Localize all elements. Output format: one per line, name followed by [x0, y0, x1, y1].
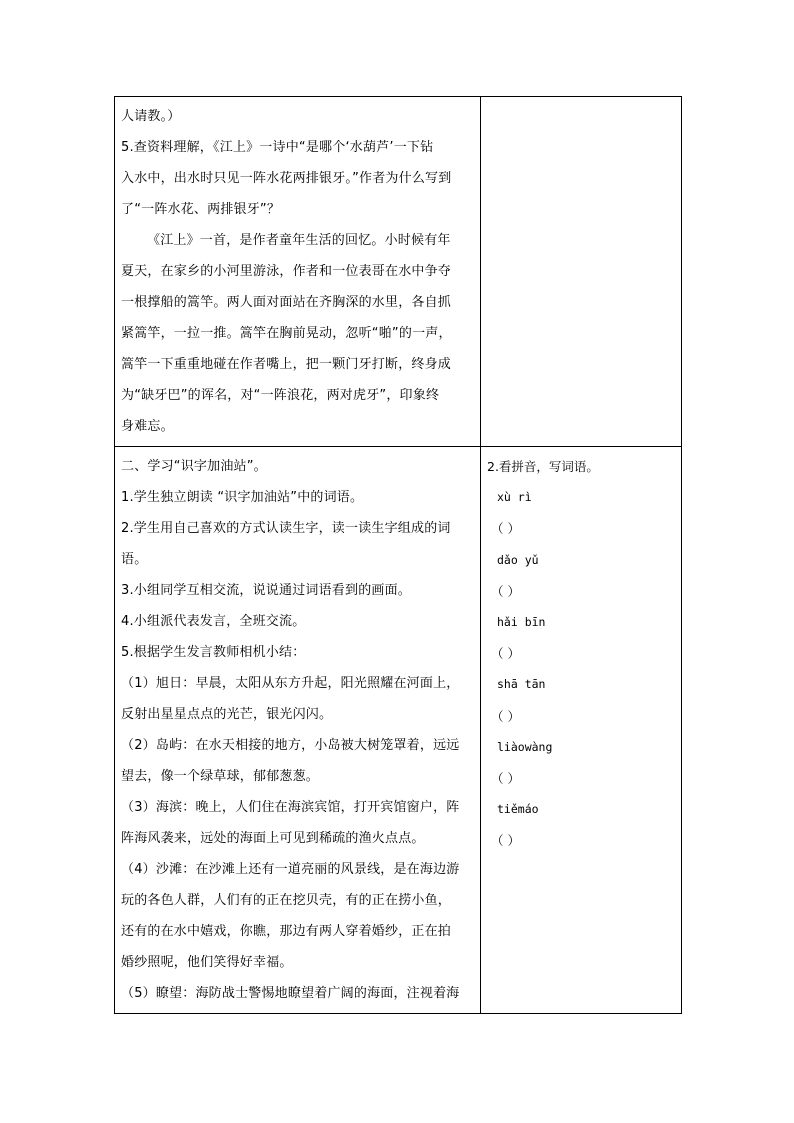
pinyin-label: dǎo yǔ: [497, 552, 539, 567]
text-line: 了“一阵水花、两排银牙”？: [121, 202, 281, 217]
teaching-process-cell: [115, 447, 481, 1014]
answer-blank[interactable]: （ ）: [491, 521, 520, 537]
text-line: 3.小组同学互相交流，说说通过词语看到的画面。: [121, 583, 412, 598]
table-row: [115, 97, 682, 447]
text-line: 反射出星星点点的光芒，银光闪闪。: [121, 707, 333, 722]
table-row: [115, 447, 682, 1014]
text-line: （1）旭日：早晨，太阳从东方升起，阳光照耀在河面上，: [121, 676, 460, 691]
answer-blank[interactable]: （ ）: [491, 708, 520, 724]
text-line: 还有的在水中嬉戏，你瞧，那边有两人穿着婚纱，正在拍: [121, 924, 452, 939]
paragraph-line: 篙竿一下重重地碰在作者嘴上，把一颗门牙打断，终身成: [121, 357, 452, 372]
teaching-process-cell: [115, 97, 481, 447]
answer-blank[interactable]: （ ）: [491, 646, 520, 662]
text-line: 1.学生独立朗读 “识字加油站”中的词语。: [121, 490, 364, 505]
paragraph-line: 夏天，在家乡的小河里游泳，作者和一位表哥在水中争夺: [121, 264, 452, 279]
pinyin-label: hǎi bīn: [497, 615, 546, 630]
pinyin-label: tiěmáo: [497, 802, 539, 817]
text-line: 语。: [121, 552, 148, 567]
text-line: 玩的各色人群，人们有的正在挖贝壳，有的正在捞小鱼，: [121, 893, 452, 908]
text-line: 入水中，出水时只见一阵水花两排银牙。”作者为什么写到: [121, 171, 452, 186]
notes-cell: [481, 97, 682, 447]
answer-blank[interactable]: （ ）: [491, 583, 520, 599]
text-line: 望去，像一个绿草球，郁郁葱葱。: [121, 769, 320, 784]
paragraph-line: 为“缺牙巴”的诨名，对“一阵浪花，两对虎牙”，印象终: [121, 388, 440, 403]
text-line: 4.小组派代表发言，全班交流。: [121, 614, 306, 629]
text-line: 婚纱照呢，他们笑得好幸福。: [121, 955, 293, 970]
answer-blank[interactable]: （ ）: [491, 833, 520, 849]
lesson-plan-table: [114, 96, 682, 1014]
pinyin-label: liàowàng: [497, 739, 553, 754]
pinyin-label: xù rì: [497, 490, 532, 505]
exercise-cell: [481, 447, 682, 1014]
paragraph-line: 紧篙竿，一拉一推。篙竿在胸前晃动，忽听“啪”的一声，: [121, 326, 452, 341]
section-heading: 二、学习“识字加油站”。: [121, 459, 267, 474]
paragraph-line: 《江上》一首，是作者童年生活的回忆。小时候有年: [147, 233, 451, 248]
text-line: （4）沙滩：在沙滩上还有一道亮丽的风景线，是在海边游: [121, 862, 460, 877]
text-line: （2）岛屿：在水天相接的地方，小岛被大树笼罩着，远远: [121, 738, 460, 753]
pinyin-label: shā tān: [497, 677, 546, 692]
paragraph-line: 一根撑船的篙竿。两人面对面站在齐胸深的水里，各自抓: [121, 295, 452, 310]
text-line: 2.学生用自己喜欢的方式认读生字，读一读生字组成的词: [121, 521, 451, 536]
text-line: 5.查资料理解，《江上》一诗中“是哪个‘水葫芦’一下钻: [121, 140, 434, 155]
text-line: 阵海风袭来，远处的海面上可见到稀疏的渔火点点。: [121, 831, 425, 846]
text-line: 5.根据学生发言教师相机小结：: [121, 645, 306, 660]
answer-blank[interactable]: （ ）: [491, 771, 520, 787]
paragraph-line: 身难忘。: [121, 419, 174, 434]
text-line: （3）海滨：晚上，人们住在海滨宾馆，打开宾馆窗户，阵: [121, 800, 460, 815]
text-line: （5）瞭望：海防战士警惕地瞭望着广阔的海面，注视着海: [121, 986, 460, 1001]
text-line: 人请教。）: [121, 109, 181, 124]
exercise-title: 2.看拼音，写词语。: [487, 459, 599, 474]
